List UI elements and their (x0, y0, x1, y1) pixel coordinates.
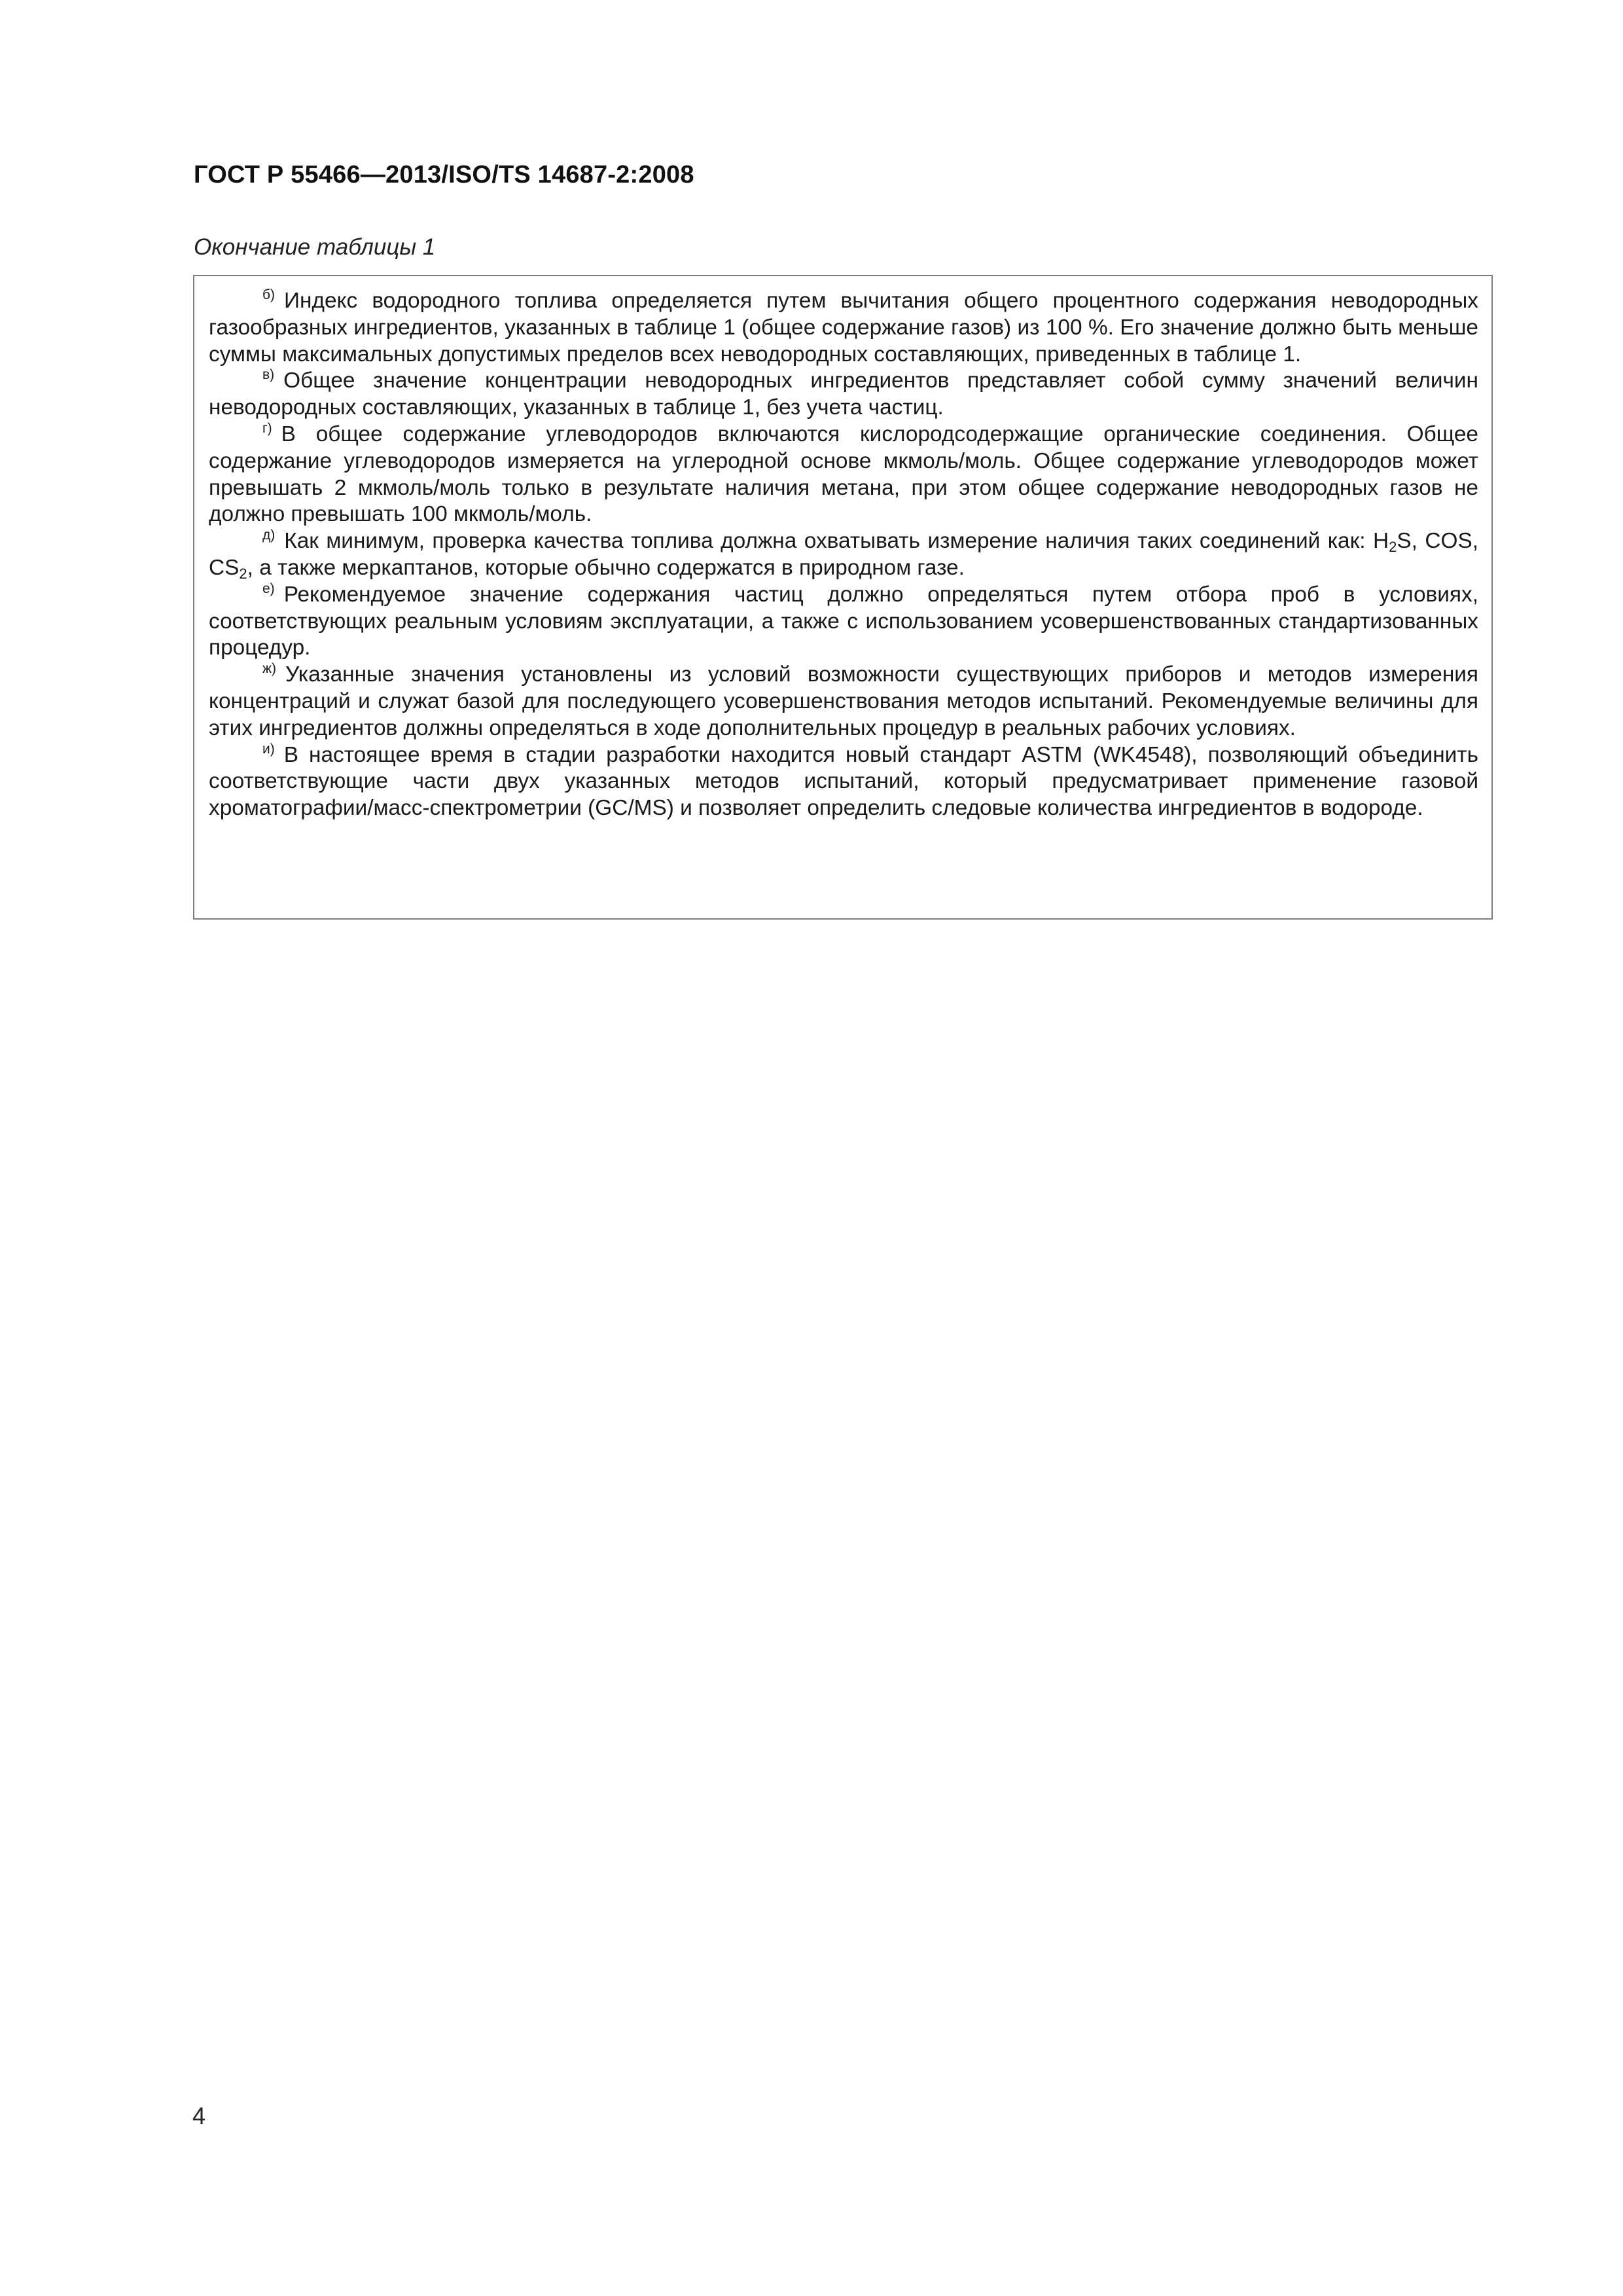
footnote-text-mid: S, COS, CS (209, 529, 1478, 580)
footnote-text: В настоящее время в стадии разработки находится новый стандарт ASTM (WK4548), позволяющий объединить соответствующие части двух указанных методов испытаний, который предусматривает применение газовой хроматографии/масс-спектрометрии (GC/MS) и позволяет определить следовые количества ингредиентов в водороде. (209, 742, 1478, 821)
footnote-text-before: Как минимум, проверка качества топлива должна охватывать измерение наличия таких соединений как: H (284, 529, 1389, 554)
subscript: 2 (239, 565, 247, 582)
footnote-d (209, 528, 1478, 582)
footnote-zh (209, 662, 1478, 742)
footnote-marker: е) (262, 581, 275, 596)
footnote-text: Общее значение концентрации неводородных ингредиентов представляет собой сумму значений величин неводородных составляющих, указанных в таблице 1, без учета частиц. (209, 368, 1478, 420)
footnote-marker: б) (262, 287, 276, 302)
footnote-marker: г) (262, 420, 272, 436)
footnote-text-after: , а также меркаптанов, которые обычно содержатся в природном газе. (247, 555, 965, 580)
footnote-text: Рекомендуемое значение содержания частиц должно определяться путем отбора проб в условиях, соответствующих реальным условиям эксплуатации, а также с использованием усовершенствованных стандартизованных процедур. (209, 582, 1478, 660)
table-continuation-caption: Окончание таблицы 1 (194, 234, 436, 260)
footnote-marker: ж) (262, 661, 277, 677)
footnote-marker: д) (262, 528, 276, 543)
footnote-v (209, 368, 1478, 422)
footnote-i (209, 742, 1478, 822)
footnote-marker: и) (262, 741, 275, 757)
footnote-text: Указанные значения установлены из условий возможности существующих приборов и методов измерения концентраций и служат базой для последующего усовершенствования методов испытаний. Рекомендуемые величины для этих ингредиентов должны определяться в ходе дополнительных процедур в реальных рабочих условиях. (209, 662, 1478, 740)
footnote-g (209, 422, 1478, 528)
document-header: ГОСТ Р 55466—2013/ISO/TS 14687-2:2008 (194, 161, 694, 188)
footnote-text: В общее содержание углеводородов включаются кислородсодержащие органические соединения. Общее содержание углеводородов измеряется на углеродной основе мкмоль/моль. Общее содержание углеводородов может превышать 2 мкмоль/моль только в результате наличия метана, при этом общее содержание неводородных газов не должно превышать 100 мкмоль/моль. (209, 422, 1478, 527)
subscript: 2 (1389, 539, 1397, 556)
footnote-text: Индекс водородного топлива определяется путем вычитания общего процентного содержания неводородных газообразных ингредиентов, указанных в таблице 1 (общее содержание газов) из 100 %. Его значение должно быть меньше суммы максимальных допустимых пределов всех неводородных составляющих, приведенных в таблице 1. (209, 289, 1478, 367)
table-footnotes-box (193, 275, 1493, 920)
page-number: 4 (192, 2102, 206, 2129)
footnote-e (209, 582, 1478, 662)
footnote-marker: в) (262, 367, 275, 383)
footnote-b (209, 288, 1478, 368)
